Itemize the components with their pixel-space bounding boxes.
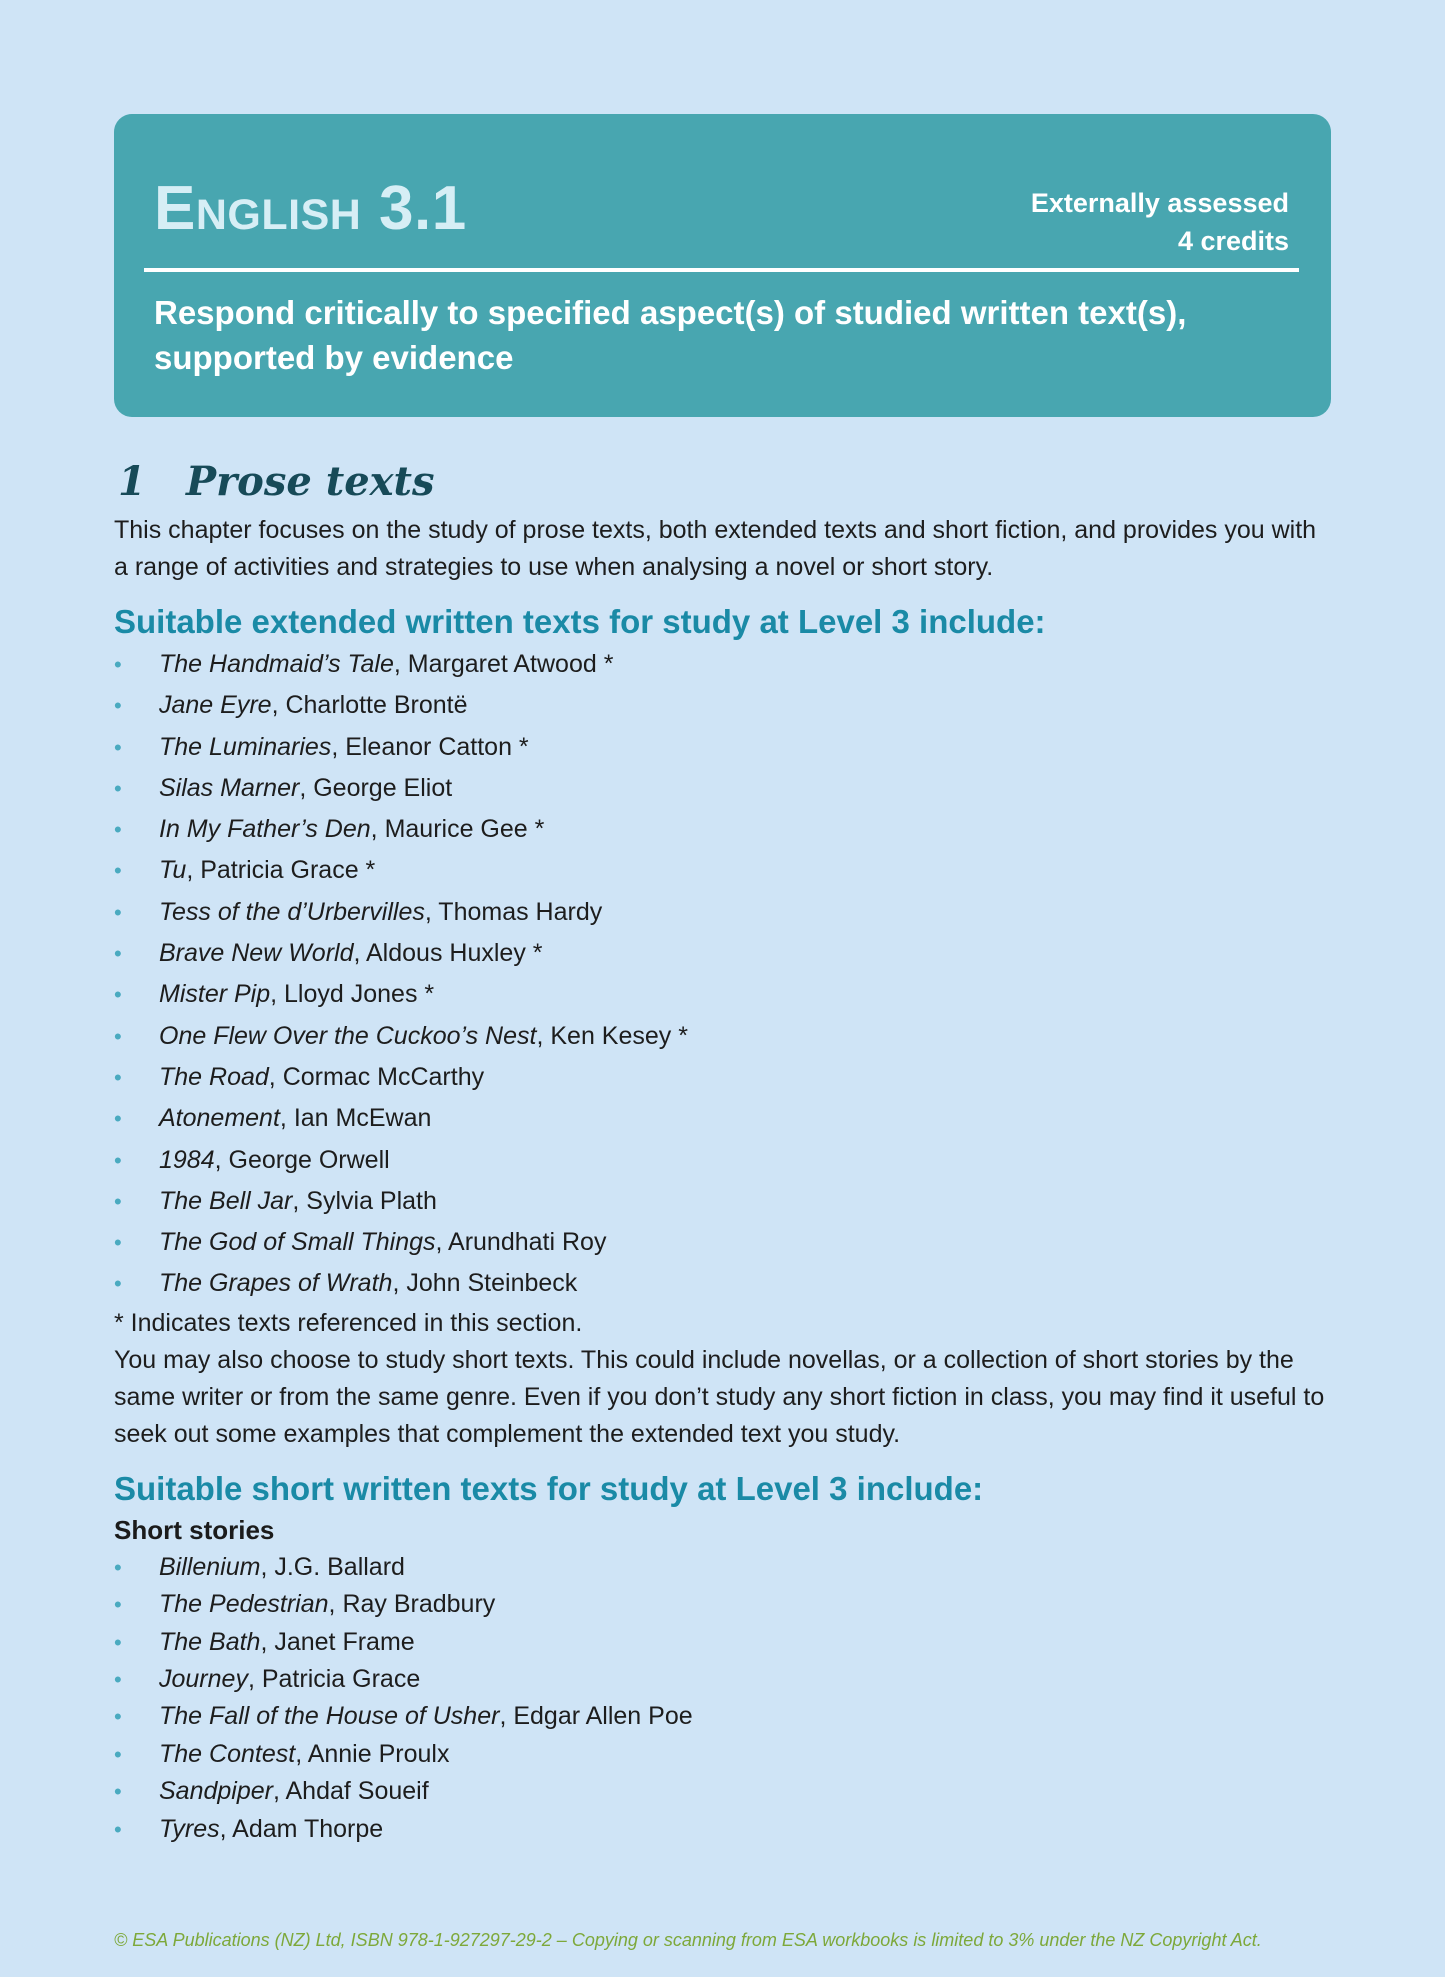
bullet-icon: • [114,1147,122,1173]
bullet-icon: • [114,1779,122,1805]
bullet-icon: • [114,1741,122,1767]
header-divider [144,268,1299,272]
chapter-heading [114,452,1334,512]
bullet-icon: • [114,1704,122,1730]
book-author: , Patricia Grace * [186,856,376,885]
bullet-icon: • [114,941,122,967]
book-title: Silas Marner [159,773,300,802]
book-title: Billenium [159,1552,261,1581]
book-list-item [114,1140,1334,1181]
assessment-type: Externally assessed [1030,188,1289,218]
book-title: The Fall of the House of Usher [159,1702,500,1731]
book-title: The Bell Jar [159,1186,293,1215]
main-content [114,452,1334,1848]
book-title: Tess of the d’Urbervilles [159,897,425,926]
book-title: One Flew Over the Cuckoo’s Nest [159,1021,537,1050]
book-title: The Pedestrian [159,1590,329,1619]
book-list-item [114,1057,1334,1098]
book-title: The God of Small Things [159,1228,436,1257]
book-list-item [114,1661,1334,1698]
book-author: , George Orwell [214,1145,390,1174]
credits-value: 4 credits [1177,226,1289,256]
book-title: Tyres [159,1814,220,1843]
book-author: , Janet Frame [260,1627,415,1656]
copyright-footer: © ESA Publications (NZ) Ltd, ISBN 978-1-927297-29-2 – Copying or scanning from ESA workbooks is limited to 3% under the NZ Copyright Act. [114,1930,1262,1950]
book-list-item [114,1549,1334,1586]
book-list-item [114,768,1334,809]
short-texts-paragraph: You may also choose to study short texts. This could include novellas, or a collection of short stories by the same writer or from the same genre. Even if you don’t study any short fiction in class, you may find it useful to seek out some examples that complement the extended text you study. [114,1345,1325,1448]
book-author: , John Steinbeck [392,1269,578,1298]
bullet-icon: • [114,1666,122,1692]
book-title: The Road [159,1062,269,1091]
bullet-icon: • [114,734,122,760]
book-title: Sandpiper [159,1777,273,1806]
book-list-item [114,1698,1334,1735]
bullet-icon: • [114,1230,122,1256]
book-author: , Edgar Allen Poe [499,1702,693,1731]
book-title: The Grapes of Wrath [159,1269,393,1298]
book-title: The Bath [159,1627,261,1656]
book-title: Mister Pip [159,980,271,1009]
book-author: , Sylvia Plath [292,1186,437,1215]
book-title: Journey [159,1664,248,1693]
book-list-item [114,1263,1334,1304]
book-author: , Patricia Grace [247,1664,421,1693]
book-author: , Arundhati Roy [435,1228,607,1257]
book-author: , Ken Kesey * [536,1021,688,1050]
book-title: 1984 [159,1145,215,1174]
book-title: Tu [159,856,187,885]
book-list-item [114,727,1334,768]
book-author: , Margaret Atwood * [393,650,614,678]
book-title: In My Father’s Den [159,815,371,844]
bullet-icon: • [114,982,122,1008]
extended-texts-list [114,644,1334,1305]
book-title: The Contest [159,1739,296,1768]
bullet-icon: • [114,1106,122,1132]
book-list-item [114,850,1334,891]
book-list-item [114,1098,1334,1139]
bullet-icon: • [114,1816,122,1842]
book-author: , Ray Bradbury [328,1590,496,1619]
book-list-item [114,974,1334,1015]
bullet-icon: • [114,1629,122,1655]
short-texts-heading: Suitable short written texts for study at Level 3 include: [114,1469,984,1507]
bullet-icon: • [114,652,122,677]
book-list-item [114,1736,1334,1773]
book-title: Jane Eyre [159,691,272,720]
book-title: Brave New World [159,939,354,968]
bullet-icon: • [114,1023,122,1049]
book-list-item [114,809,1334,850]
book-list-item [114,644,1334,685]
chapter-intro: This chapter focuses on the study of prose texts, both extended texts and short fiction, and provides you with a range of activities and strategies to use when analysing a novel or short story. [114,516,1317,581]
book-list-item [114,892,1334,933]
chapter-number: 1 [118,458,146,505]
book-title: The Handmaid’s Tale [159,650,394,678]
asterisk-note: * Indicates texts referenced in this section. [114,1308,583,1337]
assessment-info [1031,184,1289,260]
book-author: , George Eliot [299,773,453,802]
bullet-icon: • [114,858,122,884]
book-list-item [114,1222,1334,1263]
book-author: , Cormac McCarthy [268,1062,485,1091]
book-author: , Aldous Huxley * [353,939,543,968]
book-list-item [114,1811,1334,1848]
book-list-item [114,1773,1334,1810]
bullet-icon: • [114,1592,122,1618]
short-stories-list [114,1549,1334,1848]
standard-header-box [114,114,1331,417]
extended-texts-heading: Suitable extended written texts for study at Level 3 include: [114,603,1046,640]
bullet-icon: • [114,693,122,719]
book-list-item [114,685,1334,726]
book-author: , Adam Thorpe [219,1814,384,1843]
book-author: , Annie Proulx [295,1739,450,1768]
book-author: , Charlotte Brontë [271,691,468,720]
bullet-icon: • [114,817,122,843]
chapter-title: Prose texts [186,458,435,505]
book-author: , J.G. Ballard [260,1552,405,1581]
book-author: , Lloyd Jones * [270,980,435,1009]
book-author: , Ahdaf Soueif [272,1777,429,1806]
book-list-item [114,933,1334,974]
book-list-item [114,1016,1334,1057]
book-author: , Thomas Hardy [424,897,603,926]
book-list-item [114,1181,1334,1222]
book-author: , Eleanor Catton * [331,732,529,761]
bullet-icon: • [114,1188,122,1214]
standard-title: Respond critically to specified aspect(s) of studied written text(s), supported by evidence [154,294,1187,376]
book-author: , Ian McEwan [279,1104,432,1133]
bullet-icon: • [114,1554,122,1580]
book-title: Atonement [159,1104,280,1133]
book-list-item [114,1624,1334,1661]
book-list-item [114,1586,1334,1623]
subject-title: English 3.1 [154,174,467,243]
bullet-icon: • [114,899,122,925]
book-title: The Luminaries [159,732,332,761]
book-author: , Maurice Gee * [370,815,545,844]
bullet-icon: • [114,1271,122,1297]
short-stories-subheading: Short stories [114,1514,275,1545]
bullet-icon: • [114,1064,122,1090]
bullet-icon: • [114,775,122,801]
